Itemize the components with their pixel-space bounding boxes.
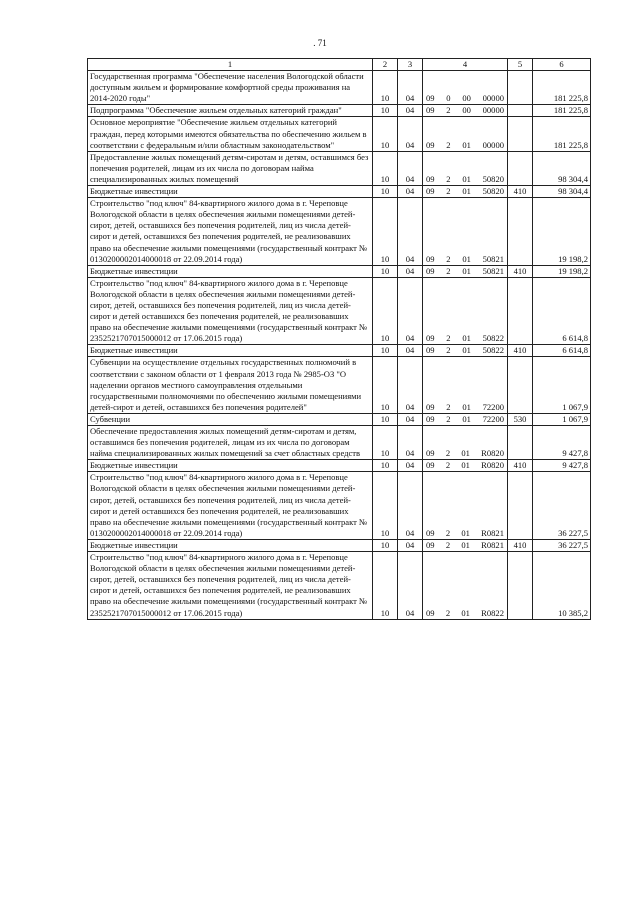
amount: 6 614,8 — [533, 277, 591, 345]
measure-code: 01 — [461, 539, 470, 550]
subprogram-code: 0 — [446, 93, 451, 104]
direction-code: R0821 — [481, 527, 504, 538]
header-row — [88, 59, 591, 71]
expense-type-code: 410 — [508, 539, 533, 551]
program-code: 09 — [426, 253, 435, 264]
direction-code: 50822 — [482, 345, 504, 356]
table-row — [88, 539, 591, 551]
subprogram-code: 2 — [445, 527, 451, 538]
target-article-code — [423, 186, 508, 198]
program-code: 09 — [426, 460, 435, 471]
item-description: Основное мероприятие "Обеспечение жильем отдельных категорий граждан, перед которыми имеются обязательства по обеспечению жильем в соответствии с федеральным и/или областным законодательством" — [88, 117, 373, 151]
target-article-code — [423, 539, 508, 551]
measure-code: 01 — [461, 460, 470, 471]
budget-table — [87, 58, 591, 620]
subprogram-code: 2 — [446, 413, 451, 424]
section-code: 10 — [373, 426, 398, 460]
table-row — [88, 357, 591, 413]
section-code: 10 — [373, 265, 398, 277]
table-row — [88, 413, 591, 425]
section-code: 10 — [373, 357, 398, 413]
direction-code: 50821 — [482, 253, 504, 264]
amount: 10 385,2 — [533, 552, 591, 620]
direction-code: R0820 — [481, 460, 504, 471]
measure-code: 01 — [462, 139, 471, 150]
subsection-code: 04 — [398, 413, 423, 425]
measure-code: 01 — [462, 253, 471, 264]
item-description: Бюджетные инвестиции — [88, 345, 373, 357]
direction-code: 00000 — [482, 105, 504, 116]
measure-code: 01 — [461, 607, 470, 618]
expense-type-code — [508, 71, 533, 105]
amount: 98 304,4 — [533, 186, 591, 198]
subsection-code: 04 — [398, 345, 423, 357]
section-code: 10 — [373, 71, 398, 105]
section-code: 10 — [373, 105, 398, 117]
section-code: 10 — [373, 539, 398, 551]
table-body — [88, 59, 591, 620]
program-code: 09 — [426, 539, 435, 550]
subprogram-code: 2 — [445, 460, 451, 471]
direction-code: 00000 — [482, 139, 504, 150]
target-article-code — [423, 277, 508, 345]
section-code: 10 — [373, 151, 398, 185]
program-code: 09 — [426, 265, 435, 276]
target-article-code — [423, 357, 508, 413]
table-row — [88, 345, 591, 357]
amount: 181 225,8 — [533, 105, 591, 117]
amount: 9 427,8 — [533, 460, 591, 472]
header-cell: 5 — [508, 59, 533, 71]
measure-code: 01 — [462, 345, 471, 356]
table-row — [88, 472, 591, 540]
subprogram-code: 2 — [446, 333, 451, 344]
expense-type-code — [508, 357, 533, 413]
item-description: Субвенции — [88, 413, 373, 425]
subsection-code: 04 — [398, 105, 423, 117]
subsection-code: 04 — [398, 277, 423, 345]
amount: 19 198,2 — [533, 265, 591, 277]
table-row — [88, 71, 591, 105]
subsection-code: 04 — [398, 198, 423, 266]
subsection-code: 04 — [398, 71, 423, 105]
subprogram-code: 2 — [446, 345, 451, 356]
measure-code: 01 — [462, 265, 471, 276]
measure-code: 01 — [462, 173, 471, 184]
header-cell: 1 — [88, 59, 373, 71]
subsection-code: 04 — [398, 186, 423, 198]
subsection-code: 04 — [398, 472, 423, 540]
program-code: 09 — [426, 607, 435, 618]
subsection-code: 04 — [398, 539, 423, 551]
section-code: 10 — [373, 552, 398, 620]
subsection-code: 04 — [398, 117, 423, 151]
expense-type-code: 410 — [508, 265, 533, 277]
amount: 98 304,4 — [533, 151, 591, 185]
amount: 36 227,5 — [533, 472, 591, 540]
item-description: Бюджетные инвестиции — [88, 265, 373, 277]
item-description: Подпрограмма "Обеспечение жильем отдельных категорий граждан" — [88, 105, 373, 117]
target-article-code — [423, 105, 508, 117]
page-number: . 71 — [313, 38, 327, 48]
header-cell: 6 — [533, 59, 591, 71]
expense-type-code — [508, 277, 533, 345]
amount: 6 614,8 — [533, 345, 591, 357]
program-code: 09 — [426, 139, 435, 150]
subprogram-code: 2 — [445, 607, 451, 618]
section-code: 10 — [373, 472, 398, 540]
measure-code: 01 — [462, 413, 471, 424]
item-description: Строительство "под ключ" 84-квартирного жилого дома в г. Череповце Вологодской области в целях обеспечения жилыми помещениями детей-сирот, детей, оставшихся без попечения родителей, лиц из числа детей-сирот и детей оставшихся без попечения родителей, не реализовавших право на обеспечение жилыми помещениями (государственный контракт № 2352521707015000012 от 17.06.2015 года) — [88, 277, 373, 345]
item-description: Государственная программа "Обеспечение населения Вологодской области доступным жильем и формирование комфортной среды проживания на 2014-2020 годы" — [88, 71, 373, 105]
amount: 19 198,2 — [533, 198, 591, 266]
table-row — [88, 151, 591, 185]
section-code: 10 — [373, 198, 398, 266]
item-description: Обеспечение предоставления жилых помещений детям-сиротам и детям, оставшимся без попечения родителей, лицам из их числа по договорам найма специализированных жилых помещений за счет областных средств — [88, 426, 373, 460]
table-row — [88, 198, 591, 266]
header-cell: 2 — [373, 59, 398, 71]
expense-type-code — [508, 105, 533, 117]
expense-type-code — [508, 117, 533, 151]
table-row — [88, 426, 591, 460]
header-cell: 4 — [423, 59, 508, 71]
section-code: 10 — [373, 345, 398, 357]
target-article-code — [423, 413, 508, 425]
subprogram-code: 2 — [446, 105, 451, 116]
expense-type-code: 410 — [508, 460, 533, 472]
measure-code: 01 — [462, 186, 471, 197]
item-description: Предоставление жилых помещений детям-сиротам и детям, оставшимся без попечения родителей, лицам из их числа по договорам найма специализированных жилых помещений — [88, 151, 373, 185]
section-code: 10 — [373, 117, 398, 151]
item-description: Субвенции на осуществление отдельных государственных полномочий в соответствии с законом области от 1 февраля 2013 года № 2985-ОЗ "О наделении органов местного самоуправления отдельными государственными полномочиями по обеспечению жилыми помещениями детей-сирот и детей, оставшихся без попечения родителей" — [88, 357, 373, 413]
target-article-code — [423, 472, 508, 540]
expense-type-code — [508, 552, 533, 620]
expense-type-code: 530 — [508, 413, 533, 425]
target-article-code — [423, 71, 508, 105]
subsection-code: 04 — [398, 357, 423, 413]
direction-code: R0820 — [481, 448, 504, 459]
amount: 1 067,9 — [533, 413, 591, 425]
expense-type-code — [508, 151, 533, 185]
program-code: 09 — [426, 401, 435, 412]
header-cell: 3 — [398, 59, 423, 71]
direction-code: 50820 — [482, 173, 504, 184]
section-code: 10 — [373, 413, 398, 425]
direction-code: R0821 — [481, 539, 504, 550]
subprogram-code: 2 — [446, 139, 451, 150]
target-article-code — [423, 552, 508, 620]
subsection-code: 04 — [398, 426, 423, 460]
program-code: 09 — [426, 105, 435, 116]
subprogram-code: 2 — [446, 253, 451, 264]
measure-code: 01 — [461, 527, 470, 538]
amount: 181 225,8 — [533, 71, 591, 105]
program-code: 09 — [426, 448, 435, 459]
subprogram-code: 2 — [445, 448, 451, 459]
amount: 36 227,5 — [533, 539, 591, 551]
subsection-code: 04 — [398, 552, 423, 620]
expense-type-code: 410 — [508, 186, 533, 198]
table-row — [88, 460, 591, 472]
subprogram-code: 2 — [446, 186, 451, 197]
subprogram-code: 2 — [446, 173, 451, 184]
item-description: Бюджетные инвестиции — [88, 186, 373, 198]
target-article-code — [423, 151, 508, 185]
table-row — [88, 186, 591, 198]
expense-type-code — [508, 472, 533, 540]
direction-code: 50820 — [482, 186, 504, 197]
subprogram-code: 2 — [445, 539, 451, 550]
target-article-code — [423, 265, 508, 277]
amount: 9 427,8 — [533, 426, 591, 460]
amount: 1 067,9 — [533, 357, 591, 413]
section-code: 10 — [373, 460, 398, 472]
target-article-code — [423, 117, 508, 151]
program-code: 09 — [426, 186, 435, 197]
measure-code: 01 — [461, 448, 470, 459]
target-article-code — [423, 345, 508, 357]
section-code: 10 — [373, 186, 398, 198]
program-code: 09 — [426, 527, 435, 538]
table-row — [88, 552, 591, 620]
subsection-code: 04 — [398, 460, 423, 472]
item-description: Бюджетные инвестиции — [88, 460, 373, 472]
target-article-code — [423, 198, 508, 266]
subsection-code: 04 — [398, 151, 423, 185]
subprogram-code: 2 — [446, 265, 451, 276]
measure-code: 00 — [462, 105, 471, 116]
direction-code: 72200 — [482, 413, 504, 424]
program-code: 09 — [426, 173, 435, 184]
target-article-code — [423, 460, 508, 472]
table-row — [88, 265, 591, 277]
table-row — [88, 117, 591, 151]
direction-code: 50821 — [482, 265, 504, 276]
table-row — [88, 105, 591, 117]
program-code: 09 — [426, 345, 435, 356]
measure-code: 01 — [462, 401, 471, 412]
target-article-code — [423, 426, 508, 460]
direction-code: 00000 — [482, 93, 504, 104]
program-code: 09 — [426, 93, 435, 104]
expense-type-code: 410 — [508, 345, 533, 357]
subprogram-code: 2 — [446, 401, 451, 412]
direction-code: 50822 — [482, 333, 504, 344]
amount: 181 225,8 — [533, 117, 591, 151]
item-description: Бюджетные инвестиции — [88, 539, 373, 551]
program-code: 09 — [426, 333, 435, 344]
table-row — [88, 277, 591, 345]
subsection-code: 04 — [398, 265, 423, 277]
program-code: 09 — [426, 413, 435, 424]
item-description: Строительство "под ключ" 84-квартирного жилого дома в г. Череповце Вологодской области в целях обеспечения жилыми помещениями детей-сирот, детей, оставшихся без попечения родителей, лиц из числа детей-сирот и детей оставшихся без попечения родителей, не реализовавших право на обеспечение жилыми помещениями (государственный контракт № 0130200002014000018 от 22.09.2014 года) — [88, 472, 373, 540]
section-code: 10 — [373, 277, 398, 345]
expense-type-code — [508, 426, 533, 460]
item-description: Строительство "под ключ" 84-квартирного жилого дома в г. Череповце Вологодской области в целях обеспечения жилыми помещениями детей-сирот, детей, оставшихся без попечения родителей, лиц из числа детей-сирот и детей, оставшихся без попечения родителей, не реализовавших право на обеспечение жилыми помещениями (государственный контракт № 0130200002014000018 от 22.09.2014 года) — [88, 198, 373, 266]
measure-code: 01 — [462, 333, 471, 344]
expense-type-code — [508, 198, 533, 266]
direction-code: R0822 — [481, 607, 504, 618]
measure-code: 00 — [462, 93, 471, 104]
direction-code: 72200 — [482, 401, 504, 412]
item-description: Строительство "под ключ" 84-квартирного жилого дома в г. Череповце Вологодской области в целях обеспечения жилыми помещениями детей-сирот, детей, оставшихся без попечения родителей, лиц из числа детей-сирот и детей, оставшихся без попечения родителей, не реализовавших право на обеспечение жилыми помещениями (государственный контракт № 2352521707015000012 от 17.06.2015 года) — [88, 552, 373, 620]
